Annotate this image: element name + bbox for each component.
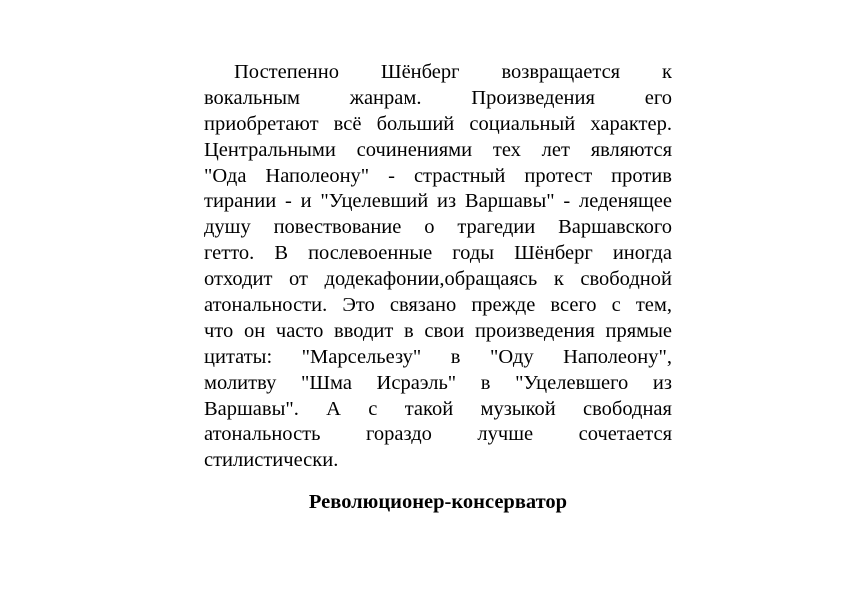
paragraph-word: додекафонии,обращаясь [324, 268, 538, 291]
paragraph-line [204, 189, 672, 215]
paragraph-line [204, 241, 672, 267]
paragraph-word: Постепенно [234, 61, 339, 83]
paragraph-word: послевоенные [308, 242, 433, 265]
paragraph-word: Произведения [471, 86, 595, 109]
paragraph-word: он [243, 319, 266, 342]
paragraph-line [204, 345, 672, 371]
paragraph-word: лучше [477, 423, 534, 446]
paragraph-word: его [644, 86, 672, 109]
paragraph-word: В [274, 242, 289, 265]
paragraph-word: вокальным [204, 86, 301, 109]
paragraph-word: такой [404, 397, 454, 420]
paragraph-word: всего [550, 294, 597, 317]
paragraph-word: тем, [635, 294, 672, 317]
paragraph-word: жанрам. [349, 86, 422, 109]
paragraph-word: характер. [590, 112, 672, 135]
paragraph-word: сочинениями [356, 138, 473, 161]
paragraph-word: Варшавы" [464, 190, 555, 213]
paragraph-line [204, 86, 672, 112]
paragraph-word: что [204, 319, 234, 342]
paragraph-line [204, 267, 672, 293]
paragraph-word: лет [541, 138, 570, 161]
paragraph-word: "Уцелевшего [515, 371, 629, 394]
paragraph-word: против [611, 164, 672, 187]
paragraph-word: связано [389, 294, 457, 317]
paragraph-word: с [611, 294, 621, 317]
paragraph-word: из [652, 371, 672, 394]
paragraph-word: годы [452, 242, 495, 265]
paragraph-word: часто [275, 319, 324, 342]
paragraph-word: социальный [469, 112, 576, 135]
paragraph-word: цитаты: [204, 345, 273, 368]
paragraph-word: - [388, 164, 395, 187]
paragraph-word: свои [424, 319, 465, 342]
paragraph-word: повествование [273, 216, 402, 239]
paragraph-word: больший [376, 112, 455, 135]
paragraph-word: приобретают [204, 112, 319, 135]
paragraph-word: отходит [204, 268, 273, 291]
paragraph-word: Шёнберг [514, 242, 593, 265]
paragraph-line [204, 319, 672, 345]
paragraph-word: стилистически. [204, 449, 339, 472]
paragraph-word: из [437, 190, 457, 213]
paragraph-word: свободная [583, 397, 672, 420]
paragraph-word: произведения [474, 319, 595, 342]
body-paragraph [204, 60, 672, 474]
paragraph-word: "Оду [490, 345, 534, 368]
paragraph-word: к [662, 61, 672, 83]
paragraph-word: - [563, 190, 571, 213]
paragraph-word: Центральными [204, 138, 336, 161]
paragraph-word: леденящее [579, 190, 672, 213]
paragraph-line [204, 293, 672, 319]
paragraph-word: к [553, 268, 564, 291]
paragraph-word: Варшавского [558, 216, 672, 239]
paragraph-word: молитву [204, 371, 277, 394]
paragraph-line [204, 138, 672, 164]
paragraph-line [204, 371, 672, 397]
paragraph-word: возвращается [501, 61, 621, 83]
paragraph-word: сочетается [578, 423, 672, 446]
paragraph-word: - [284, 190, 292, 213]
section-heading: Революционер-консерватор [308, 491, 568, 513]
paragraph-word: страстный [413, 164, 506, 187]
paragraph-word: А [326, 397, 341, 420]
paragraph-word: от [289, 268, 308, 291]
paragraph-line [204, 422, 672, 448]
paragraph-word: трагедии [457, 216, 536, 239]
paragraph-word: тирании [204, 190, 277, 213]
paragraph-word: всё [333, 112, 362, 135]
paragraph-word: в [450, 345, 461, 368]
paragraph-word: в [480, 371, 491, 394]
paragraph-word: иногда [612, 242, 672, 265]
paragraph-line [204, 397, 672, 423]
paragraph-word: о [424, 216, 435, 239]
paragraph-word: "Ода [204, 164, 247, 187]
paragraph-word: в [404, 319, 414, 342]
paragraph-word: Варшавы". [204, 397, 299, 420]
paragraph-word: Наполеону" [265, 164, 370, 187]
paragraph-line [204, 448, 672, 474]
paragraph-word: с [368, 397, 378, 420]
paragraph-word: вводит [334, 319, 394, 342]
paragraph-word: атональности. [204, 294, 328, 317]
paragraph-word: свободной [580, 268, 672, 291]
paragraph-word: музыкой [480, 397, 556, 420]
paragraph-word: "Шма [300, 371, 352, 394]
paragraph-word: прямые [605, 319, 672, 342]
paragraph-word: атональность [204, 423, 321, 446]
paragraph-word: гораздо [366, 423, 432, 446]
paragraph-line [204, 164, 672, 190]
paragraph-word: Шёнберг [380, 61, 460, 83]
paragraph-word: "Марсельезу" [301, 345, 422, 368]
paragraph-line [204, 60, 672, 86]
paragraph-word: Это [342, 294, 375, 317]
paragraph-word: протест [524, 164, 593, 187]
paragraph-word: душу [204, 216, 251, 239]
paragraph-word: "Уцелевший [320, 190, 429, 213]
paragraph-word: являются [590, 138, 672, 161]
paragraph-word: и [300, 190, 312, 213]
paragraph-line [204, 112, 672, 138]
paragraph-word: тех [492, 138, 521, 161]
paragraph-word: гетто. [204, 242, 255, 265]
paragraph-word: Исраэль" [376, 371, 457, 394]
paragraph-line [204, 215, 672, 241]
paragraph-word: прежде [471, 294, 536, 317]
paragraph-word: Наполеону", [563, 345, 672, 368]
